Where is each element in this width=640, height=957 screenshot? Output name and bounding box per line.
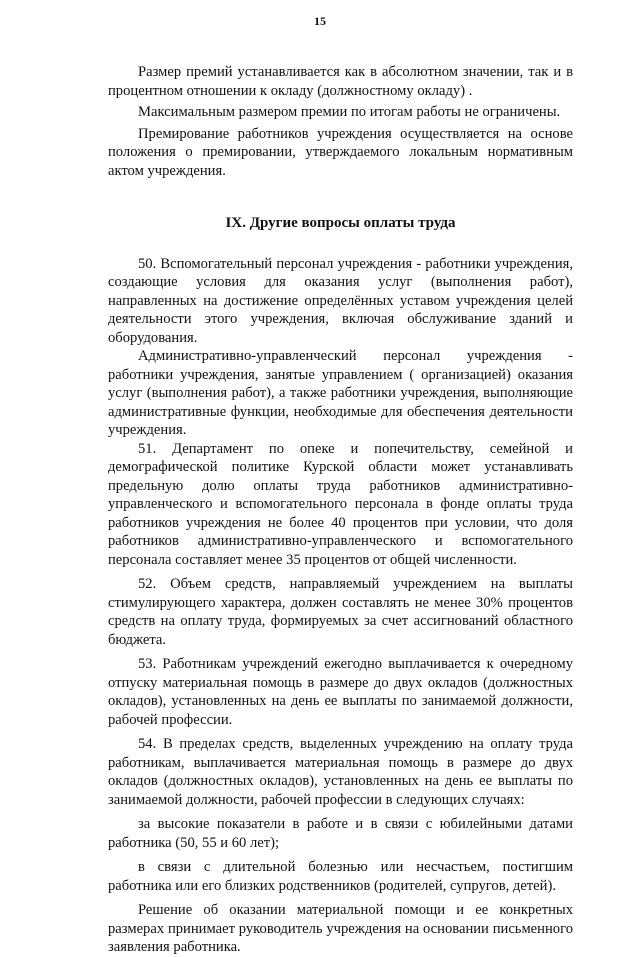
paragraph-case-illness: в связи с длительной болезнью или несчастьем, постигшим работника или его близких родственников (родителей, супругов, детей). (108, 859, 573, 894)
paragraph-52: 52. Объем средств, направляемый учреждением на выплаты стимулирующего характера, должен составлять не менее 30% процентов средств на оплату труда, формируемых за счет ассигнований областного бюджета. (108, 576, 573, 648)
paragraph-decision: Решение об оказании материальной помощи и ее конкретных размерах принимает руководитель учреждения на основании письменного заявления работника. (108, 902, 573, 955)
paragraph-bonus-regulation: Премирование работников учреждения осуществляется на основе положения о премировании, утверждаемого локальным нормативным актом учреждения. (108, 125, 573, 179)
paragraph-bonus-size: Размер премий устанавливается как в абсолютном значении, так и в процентном отношении к окладу (должностному окладу) . (108, 64, 573, 99)
section-heading: IX. Другие вопросы оплаты труда (225, 215, 456, 231)
paragraph-53: 53. Работникам учреждений ежегодно выплачивается к очередному отпуску материальная помощь в размере до двух окладов (должностных окладов), установленных на день ее выплаты по занимаемой должности, рабочей профессии. (108, 656, 573, 728)
paragraph-51: 51. Департамент по опеке и попечительству, семейной и демографической политике Курской области может устанавливать предельную долю оплаты труда работников административно-управленческого и вспомогательного персонала в фонде оплаты труда работников учреждения не более 40 процентов при условии, что доля работников административно-управленческого и вспомогательного персонала составляет менее 35 процентов от общей численности. (108, 440, 573, 568)
page-number: 15 (314, 14, 326, 28)
paragraph-50: 50. Вспомогательный персонал учреждения - работники учреждения, создающие условия для оказания услуг (выполнения работ), направленных на достижение определённых уставом учреждения целей деятельности этого учреждения, включая обслуживание зданий и оборудования. (108, 255, 573, 346)
document-body (108, 63, 573, 957)
paragraph-case-jubilee: за высокие показатели в работе и в связи с юбилейными датами работника (50, 55 и 60 лет); (108, 816, 573, 851)
paragraph-bonus-max: Максимальным размером премии по итогам работы не ограничены. (138, 104, 561, 120)
paragraph-admin-staff: Административно-управленческий персонал учреждения - работники учреждения, занятые управлением ( организацией) оказания услуг (выполнения работ), а также работники учреждения, выполняющие административные функции, необходимые для обеспечения деятельности учреждения. (108, 348, 573, 438)
paragraph-54: 54. В пределах средств, выделенных учреждению на оплату труда работникам, выплачивается материальная помощь в размере до двух окладов (должностных окладов), установленных на день ее выплаты по занимаемой должности, рабочей профессии в следующих случаях: (108, 736, 573, 808)
